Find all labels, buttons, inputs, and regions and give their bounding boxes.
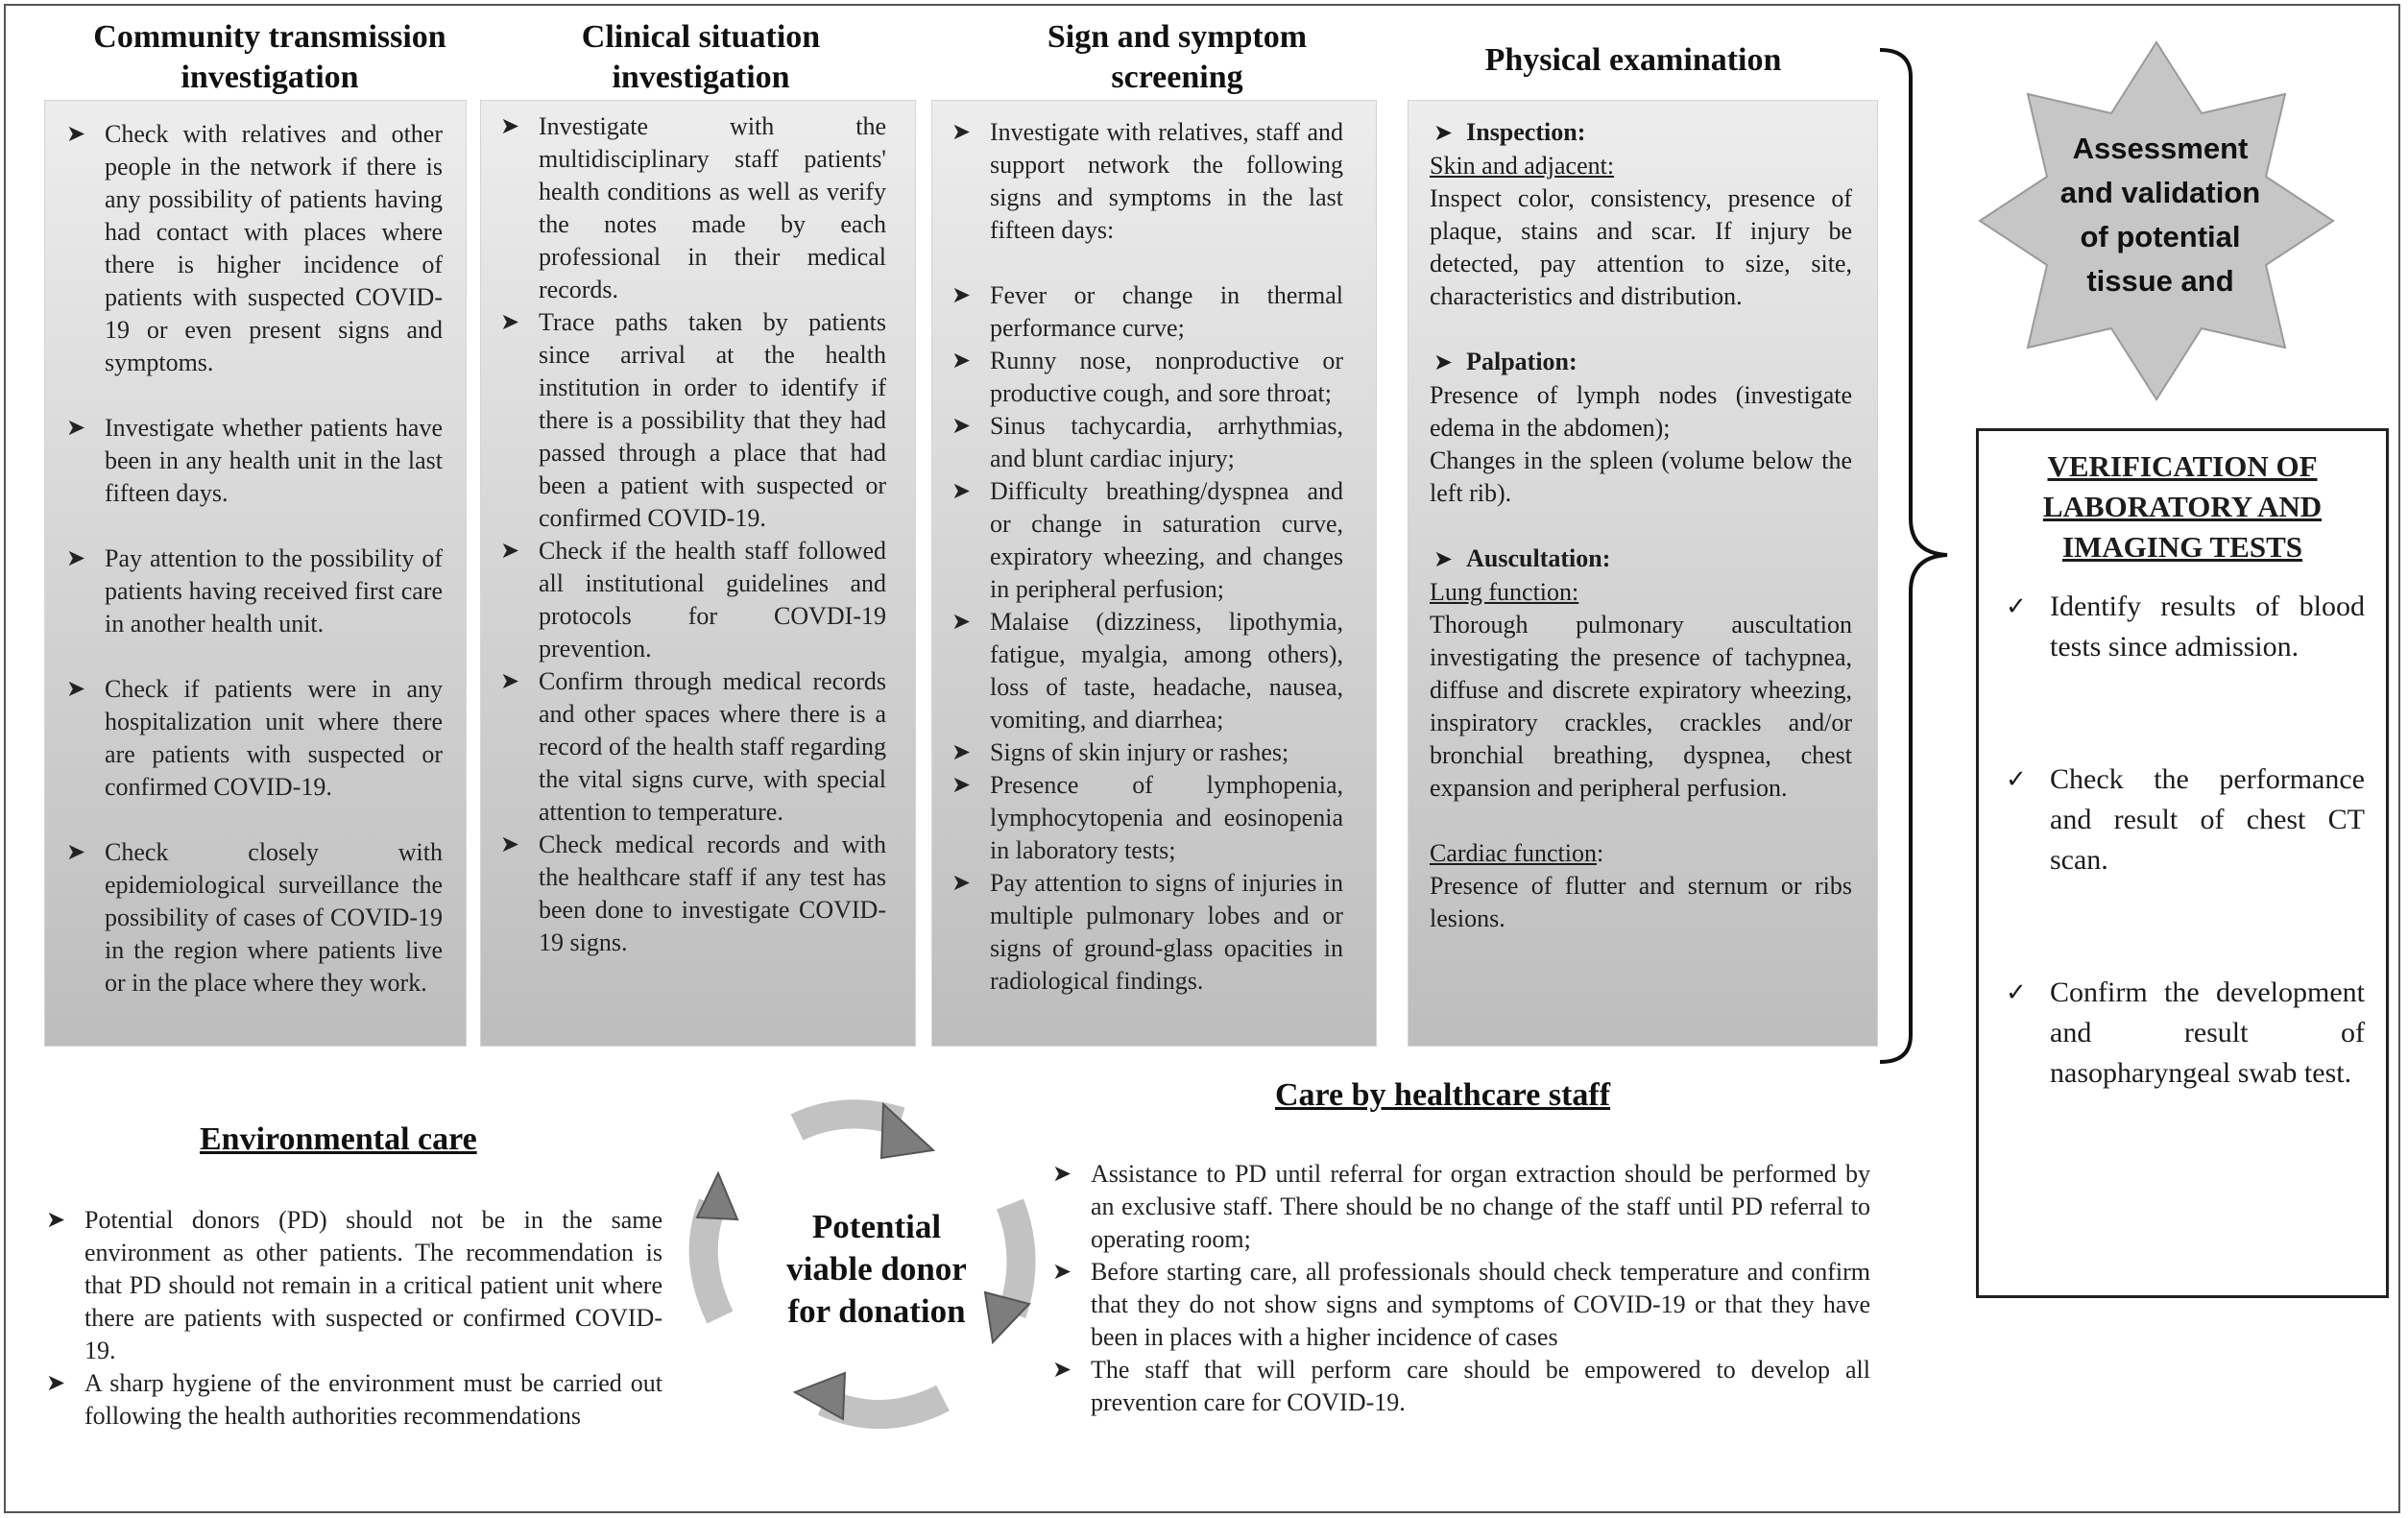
check-icon: ✓ — [2006, 978, 2027, 1007]
list-item-text: Assistance to PD until referral for organ extraction should be performed by an exclusive staff. There should be no change of the staff until PD referral to operating room; — [1091, 1160, 1870, 1253]
community-title-line2: investigation — [181, 60, 359, 95]
verification-title — [2000, 446, 2365, 567]
lung-function-text: Thorough pulmonary auscultation investigating the presence of tachypnea, diffuse and discrete expiratory wheezing, inspiratory crackles, crackles and/or bronchial breathing, dyspnea, chest expansion and peripheral perfusion. — [1430, 611, 1852, 802]
list-item-text: Check closely with epidemiological surveillance the possibility of cases of COVID-19 in the region where patients live or in the place where they work. — [105, 838, 443, 997]
palpation-label: Palpation: — [1466, 348, 1577, 375]
arrow-bullet-icon: ➤ — [46, 1371, 66, 1396]
arrow-bullet-icon: ➤ — [66, 546, 86, 571]
arrow-bullet-icon: ➤ — [951, 479, 972, 504]
curly-brace — [1880, 50, 1947, 1062]
palpation-text-1: Presence of lymph nodes (investigate edema in the abdomen); — [1430, 381, 1852, 442]
donor-line3: for donation — [787, 1292, 966, 1330]
inspection-subheading: Skin and adjacent: — [1430, 152, 1615, 180]
physical-title-text: Physical examination — [1484, 42, 1782, 78]
list-item-text: Before starting care, all professionals should check temperature and confirm that they do not show signs and symptoms of COVID-19 or that they have been in places with a higher incidence of cases — [1091, 1258, 1870, 1351]
list-item-text: Confirm the development and result of nasopharyngeal swab test. — [2050, 976, 2365, 1089]
palpation-text-2: Changes in the spleen (volume below the left rib). — [1430, 446, 1852, 507]
list-item-text: The staff that will perform care should be empowered to develop all prevention care for COVID-19. — [1091, 1356, 1870, 1416]
arrow-bullet-icon: ➤ — [1052, 1162, 1072, 1187]
list-item — [1048, 1256, 1870, 1354]
list-item — [2000, 759, 2365, 880]
list-item-text: Confirm through medical records and other spaces where there is a record of the health staff regarding the vital signs curve, with special attention to temperature. — [539, 667, 886, 826]
care-staff-title: Care by healthcare staff — [1275, 1077, 1611, 1113]
arrow-bullet-icon: ➤ — [500, 539, 520, 564]
list-item — [1048, 1158, 1870, 1256]
verification-title-line3: IMAGING TESTS — [2061, 530, 2303, 564]
community-title-line1: Community transmission — [93, 19, 446, 55]
arrow-bullet-icon: ➤ — [66, 840, 86, 865]
arrow-bullet-icon: ➤ — [500, 669, 520, 694]
donor-line2: viable donor — [786, 1250, 967, 1288]
list-item-text: Check the performance and result of chest CT scan. — [2050, 763, 2365, 876]
list-item-text: Identify results of blood tests since admission. — [2050, 590, 2365, 663]
list-item-text: Investigate with the multidisciplinary staff patients' health conditions as well as verify the notes made by each professional in their medical records. — [539, 112, 886, 303]
arrow-bullet-icon: ➤ — [951, 871, 972, 896]
list-item-text: Investigate whether patients have been in any health unit in the last fifteen days. — [105, 414, 443, 507]
list-item-text: Runny nose, nonproductive or productive cough, and sore throat; — [990, 347, 1343, 407]
list-item — [1048, 1354, 1870, 1419]
lung-function-subheading: Lung function: — [1430, 578, 1579, 606]
verification-title-line2: LABORATORY AND — [2042, 490, 2323, 523]
list-item-text: Signs of skin injury or rashes; — [990, 738, 1289, 766]
arrow-bullet-icon: ➤ — [951, 773, 972, 798]
list-item — [42, 1367, 662, 1433]
star-line2: and validation — [2059, 176, 2261, 209]
list-item-text: Trace paths taken by patients since arrival at the health institution in order to identify if there is a possibility that they had passed through a place that had been a patient with suspected or confirmed COVID-19. — [539, 308, 886, 532]
inspection-text: Inspect color, consistency, presence of plaque, stains and scar. If injury be detected, pay attention to size, site, characteristics and distribution. — [1430, 184, 1852, 310]
list-item-text: Potential donors (PD) should not be in the same environment as other patients. The recommendation is that PD should not remain in a critical patient unit where there are patients with suspected or confirmed COVID-19. — [84, 1206, 662, 1364]
care-staff-list — [1048, 1158, 1870, 1419]
list-item-text: Presence of lymphopenia, lymphocytopenia and eosinopenia in laboratory tests; — [990, 771, 1343, 864]
check-icon: ✓ — [2006, 592, 2027, 621]
arrow-bullet-icon: ➤ — [500, 310, 520, 335]
arrow-bullet-icon: ➤ — [66, 416, 86, 441]
list-item-text: Investigate with relatives, staff and support network the following signs and symptoms in the last fifteen days: — [990, 118, 1343, 244]
arrow-bullet-icon: ➤ — [951, 283, 972, 308]
arrow-bullet-icon: ➤ — [951, 610, 972, 635]
list-item-text: Check if patients were in any hospitalization unit where there are patients with suspected or confirmed COVID-19. — [105, 675, 443, 801]
environmental-care-title: Environmental care — [200, 1121, 477, 1157]
potential-donor-label — [759, 1206, 995, 1333]
star-line1: Assessment — [2072, 132, 2249, 165]
arrow-bullet-icon: ➤ — [66, 677, 86, 702]
list-item — [2000, 587, 2365, 667]
environmental-care-list — [42, 1204, 662, 1433]
arrow-bullet-icon: ➤ — [500, 832, 520, 857]
check-icon: ✓ — [2006, 765, 2027, 794]
arrow-bullet-icon: ➤ — [951, 349, 972, 373]
list-item-text: Check if the health staff followed all institutional guidelines and protocols for COVDI-19 prevention. — [539, 537, 886, 663]
arrow-bullet-icon: ➤ — [66, 122, 86, 147]
cardiac-function-text: Presence of flutter and sternum or ribs lesions. — [1430, 872, 1852, 932]
arrow-bullet-icon: ➤ — [500, 114, 520, 139]
list-item-text: Difficulty breathing/dyspnea and or change in saturation curve, expiratory wheezing, and changes in peripheral perfusion; — [990, 477, 1343, 603]
list-item-text: Check with relatives and other people in the network if there is any possibility of patients having had contact with places where there is higher incidence of patients with suspected COVID-19 or even present signs and symptoms. — [105, 120, 443, 376]
arrow-bullet-icon: ➤ — [1052, 1260, 1072, 1285]
clinical-title-line1: Clinical situation — [581, 19, 821, 55]
verification-list — [2000, 587, 2365, 1094]
auscultation-label: Auscultation: — [1466, 544, 1611, 572]
cycle-arrow-right — [1010, 1204, 1022, 1313]
arrow-head-icon — [697, 1173, 737, 1219]
star-line3: of potential — [2080, 220, 2241, 253]
donor-line1: Potential — [811, 1208, 942, 1245]
arrow-bullet-icon: ➤ — [951, 120, 972, 145]
arrow-bullet-icon: ➤ — [1433, 121, 1454, 146]
arrow-bullet-icon: ➤ — [951, 740, 972, 765]
list-item — [42, 1204, 662, 1367]
verification-title-line1: VERIFICATION OF — [2047, 449, 2318, 483]
clinical-title-line2: investigation — [612, 60, 790, 95]
cardiac-function-label: Cardiac function — [1430, 839, 1597, 867]
inspection-label: Inspection: — [1466, 118, 1586, 146]
list-item-text: A sharp hygiene of the environment must be carried out following the health authorities recommendations — [84, 1369, 662, 1430]
arrow-bullet-icon: ➤ — [1433, 350, 1454, 375]
signs-title-line1: Sign and symptom — [1047, 19, 1308, 55]
list-item-text: Pay attention to the possibility of patients having received first care in another health unit. — [105, 544, 443, 638]
star-line4: tissue and — [2086, 264, 2234, 298]
list-item-text: Malaise (dizziness, lipothymia, fatigue, myalgia, among others), loss of taste, headache, nausea, vomiting, and diarrhea; — [990, 608, 1343, 734]
arrow-bullet-icon: ➤ — [1433, 547, 1454, 572]
list-item-text: Sinus tachycardia, arrhythmias, and blunt cardiac injury; — [990, 412, 1343, 472]
list-item-text: Fever or change in thermal performance curve; — [990, 281, 1343, 342]
verification-box — [1976, 428, 2389, 1298]
signs-title-line2: screening — [1111, 60, 1243, 95]
arrow-bullet-icon: ➤ — [46, 1208, 66, 1233]
list-item-text: Check medical records and with the healthcare staff if any test has been done to investigate COVID-19 signs. — [539, 831, 886, 956]
assessment-star-label — [2035, 127, 2285, 303]
arrow-bullet-icon: ➤ — [951, 414, 972, 439]
arrow-bullet-icon: ➤ — [1052, 1358, 1072, 1383]
cardiac-function-colon: : — [1597, 839, 1604, 867]
arrow-head-icon — [881, 1104, 933, 1158]
list-item-text: Pay attention to signs of injuries in multiple pulmonary lobes and or signs of ground-glass opacities in radiological findings. — [990, 869, 1343, 995]
list-item — [2000, 973, 2365, 1094]
cycle-arrow-left — [704, 1204, 720, 1317]
